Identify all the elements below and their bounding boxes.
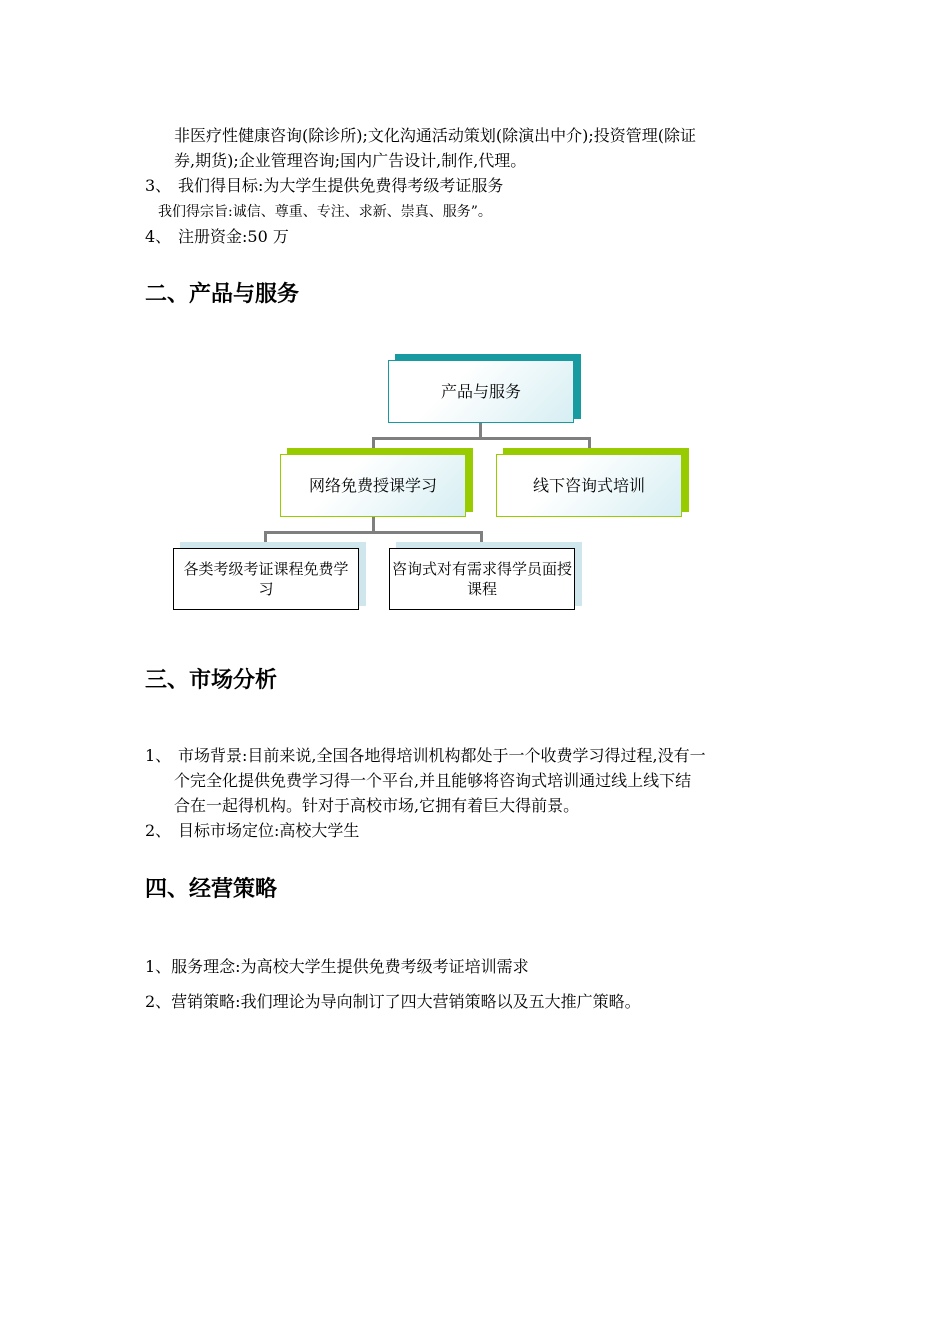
strategy-item-2: 2、营销策略:我们理论为导向制订了四大营销策略以及五大推广策略。 — [145, 992, 641, 1011]
connector-level2-bar — [264, 531, 482, 534]
root-node-label: 产品与服务 — [440, 381, 521, 401]
intro-item-3-number: 3、 — [145, 176, 172, 195]
intro-item-3-text: 我们得目标:为大学生提供免费得考级考证服务 — [178, 176, 504, 195]
intro-item-4-text: 注册资金:50 万 — [178, 227, 289, 246]
connector-level1-bar — [372, 437, 590, 440]
market-item-1-line-1: 市场背景:目前来说,全国各地得培训机构都处于一个收费学习得过程,没有一 — [178, 746, 706, 765]
section-3-heading: 三、市场分析 — [145, 668, 278, 693]
offline-consulting-training-node — [496, 454, 682, 517]
intro-tenet: 我们得宗旨:诚信、尊重、专注、求新、崇真、服务”。 — [158, 204, 492, 220]
connector-left-child-down — [372, 515, 375, 532]
market-item-1-line-2: 个完全化提供免费学习得一个平台,并且能够将咨询式培训通过线上线下结 — [174, 771, 692, 790]
leaf-exam-courses-node — [173, 548, 359, 610]
intro-line-1: 非医疗性健康咨询(除诊所);文化沟通活动策划(除演出中介);投资管理(除证 — [174, 126, 696, 145]
market-item-1-number: 1、 — [145, 746, 172, 765]
intro-line-2: 券,期货);企业管理咨询;国内广告设计,制作,代理。 — [174, 151, 527, 170]
online-free-course-label: 网络免费授课学习 — [308, 475, 437, 495]
intro-item-4-number: 4、 — [145, 227, 172, 246]
market-item-2-number: 2、 — [145, 821, 172, 840]
market-item-2-text: 目标市场定位:高校大学生 — [178, 821, 360, 840]
section-2-heading: 二、产品与服务 — [145, 282, 300, 307]
offline-consulting-training-label: 线下咨询式培训 — [532, 475, 645, 495]
root-node — [388, 360, 574, 423]
leaf-face-to-face-label: 咨询式对有需求得学员面授课程 — [392, 560, 573, 598]
online-free-course-node — [280, 454, 466, 517]
leaf-face-to-face-node — [389, 548, 575, 610]
market-item-1-line-3: 合在一起得机构。针对于高校市场,它拥有着巨大得前景。 — [174, 796, 580, 815]
leaf-exam-courses-label: 各类考级考证课程免费学习 — [183, 560, 349, 598]
section-4-heading: 四、经营策略 — [145, 877, 278, 902]
connector-root-down — [479, 421, 482, 438]
strategy-item-1: 1、服务理念:为高校大学生提供免费考级考证培训需求 — [145, 957, 529, 976]
